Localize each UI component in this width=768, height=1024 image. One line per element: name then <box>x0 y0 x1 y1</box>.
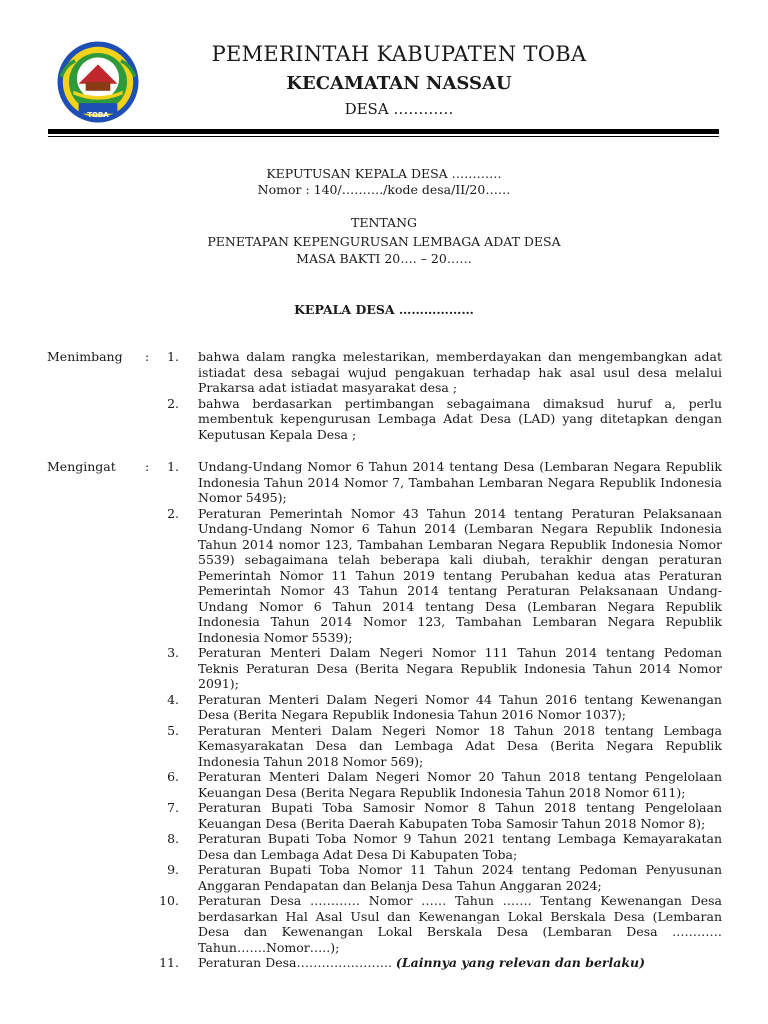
district-name: KECAMATAN NASSAU <box>286 73 512 94</box>
list-item: 10. Peraturan Desa ………… Nomor …… Tahun ……. Tentang Kewenangan Desa berdasarkan Hal Asal Usul dan Kewenangan Lokal Berskala Desa (Lembaran Desa dan Kewenangan Lokal Berskala Desa (Lembaran Desa …………Tahun…….Nomor…..); <box>159 893 722 955</box>
mengingat-section <box>47 459 722 971</box>
header-rule-thick <box>48 129 719 134</box>
header-rule-thin <box>48 136 719 137</box>
list-item: 5. Peraturan Menteri Dalam Negeri Nomor 18 Tahun 2018 tentang Lembaga Kemasyarakatan Desa dan Lembaga Adat Desa (Berita Negara Republik Indonesia Tahun 2018 Nomor 569); <box>167 722 722 769</box>
mengingat-label: Mengingat <box>47 459 116 474</box>
government-name: PEMERINTAH KABUPATEN TOBA <box>211 42 587 66</box>
village-head-title: KEPALA DESA ……………… <box>294 302 474 317</box>
menimbang-section <box>47 349 722 442</box>
logo-label: TOBA <box>87 111 109 119</box>
menimbang-colon: : <box>145 349 150 364</box>
decree-subject: PENETAPAN KEPENGURUSAN LEMBAGA ADAT DESA <box>207 234 561 249</box>
list-item: 7. Peraturan Bupati Toba Samosir Nomor 8 Tahun 2018 tentang Pengelolaan Keuangan Desa (Berita Daerah Kabupaten Toba Samosir Tahun 2018 Nomor 8); <box>167 800 722 831</box>
mengingat-colon: : <box>145 459 150 474</box>
list-item: 1. bahwa dalam rangka melestarikan, memberdayakan dan mengembangkan adat istiadat desa sebagai wujud pengakuan terhadap hak asal usul desa melalui Prakarsa adat istiadat masyarakat desa ; <box>167 349 722 395</box>
list-item: 3. Peraturan Menteri Dalam Negeri Nomor 111 Tahun 2014 tentang Pedoman Teknis Peraturan Desa (Berita Negara Republik Indonesia Tahun 2014 Nomor 2091); <box>167 645 722 691</box>
list-item: 2. Peraturan Pemerintah Nomor 43 Tahun 2014 tentang Peraturan Pelaksanaan Undang-Undang Nomor 6 Tahun 2014 (Lembaran Negara Republik Indonesia Tahun 2014 nomor 123, Tambahan Lembaran Negara Republik Indonesia Nomor 5539) sebagaimana telah beberapa kali diubah, terakhir dengan peraturan Pemerintah Nomor 11 Tahun 2019 tentang Perubahan kedua atas Peraturan Pemerintah Nomor 43 Tahun 2014 tentang Peraturan Pelaksanaan Undang-Undang Nomor 6 Tahun 2014 tentang Desa (Lembaran Negara Republik Indonesia Tahun 2014 Nomor 123, Tambahan Lembaran Negara Republik Indonesia Nomor 5539); <box>167 505 722 645</box>
menimbang-label: Menimbang <box>47 349 123 364</box>
list-item: 8. Peraturan Bupati Toba Nomor 9 Tahun 2021 tentang Lembaga Kemayarakatan Desa dan Lembaga Adat Desa Di Kabupaten Toba; <box>167 831 722 862</box>
list-item: 11. Peraturan Desa………………….. (Lainnya yang relevan dan berlaku) <box>159 955 646 970</box>
list-item: 6. Peraturan Menteri Dalam Negeri Nomor 20 Tahun 2018 tentang Pengelolaan Keuangan Desa (Berita Negara Republik Indonesia Tahun 2018 Nomor 611); <box>167 769 722 800</box>
list-item: 4. Peraturan Menteri Dalam Negeri Nomor 44 Tahun 2016 tentang Kewenangan Desa (Berita Negara Republik Indonesia Tahun 2016 Nomor 1037); <box>167 691 722 722</box>
list-item: 2. bahwa berdasarkan pertimbangan sebagaimana dimaksud huruf a, perlu membentuk kepengurusan Lembaga Adat Desa (LAD) yang ditetapkan dengan Keputusan Kepala Desa ; <box>167 395 722 442</box>
emphasis-note: (Lainnya yang relevan dan berlaku) <box>395 955 646 970</box>
decree-period: MASA BAKTI 20…. – 20…… <box>296 251 472 266</box>
list-item: 1. Undang-Undang Nomor 6 Tahun 2014 tentang Desa (Lembaran Negara Republik Indonesia Tahun 2014 Nomor 7, Tambahan Lembaran Negara Republik Indonesia Nomor 5495); <box>167 459 722 505</box>
decree-title: KEPUTUSAN KEPALA DESA ………… <box>266 166 502 181</box>
decree-number: Nomor : 140/………./kode desa/II/20…… <box>257 182 511 197</box>
about-label: TENTANG <box>350 215 417 230</box>
list-item: 9. Peraturan Bupati Toba Nomor 11 Tahun 2024 tentang Pedoman Penyusunan Anggaran Pendapatan dan Belanja Desa Tahun Anggaran 2024; <box>167 862 722 893</box>
village-name: DESA ………… <box>344 100 454 118</box>
